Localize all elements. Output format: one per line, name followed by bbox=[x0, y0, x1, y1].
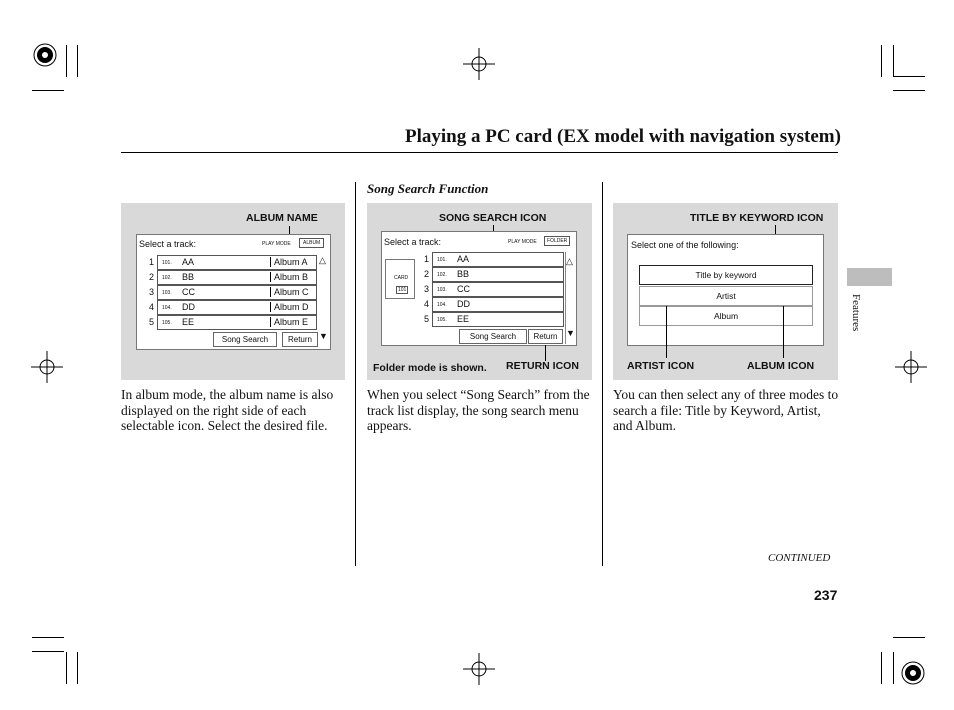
title-rule bbox=[121, 152, 838, 153]
body-text-col2: When you select “Song Search” from the track list display, the song search menu appears. bbox=[367, 387, 590, 433]
scroll-down-icon[interactable]: ▼ bbox=[319, 331, 328, 341]
folder-mode-screen bbox=[381, 231, 577, 346]
card-label: CARD bbox=[394, 275, 409, 281]
screen-prompt: Select a track: bbox=[139, 239, 197, 249]
track-code: 103. bbox=[162, 290, 172, 296]
callout-return-icon: RETURN ICON bbox=[506, 360, 579, 372]
track-name: EE bbox=[457, 314, 470, 324]
track-name: DD bbox=[182, 302, 195, 312]
track-index: 3 bbox=[424, 284, 430, 294]
crop-mark bbox=[893, 76, 925, 77]
track-row[interactable] bbox=[432, 252, 564, 267]
track-index: 1 bbox=[149, 257, 155, 267]
track-code: 102. bbox=[437, 272, 447, 278]
album-name: Album A bbox=[270, 257, 308, 267]
section-tab bbox=[847, 268, 892, 286]
search-mode-panel bbox=[613, 203, 838, 380]
track-name: DD bbox=[457, 299, 470, 309]
crop-mark bbox=[881, 652, 882, 684]
scroll-up-icon[interactable]: △ bbox=[319, 255, 326, 265]
track-row[interactable] bbox=[432, 297, 564, 312]
callout-line bbox=[666, 306, 667, 358]
callout-line bbox=[783, 306, 784, 358]
callout-line bbox=[545, 345, 546, 361]
column-divider bbox=[602, 182, 603, 566]
scroll-up-icon[interactable]: △ bbox=[566, 256, 573, 266]
crop-mark bbox=[32, 651, 64, 652]
track-code: 102. bbox=[162, 275, 172, 281]
return-button[interactable]: Return bbox=[528, 329, 563, 344]
album-name: Album B bbox=[270, 272, 308, 282]
track-code: 105. bbox=[162, 320, 172, 326]
track-index: 5 bbox=[149, 317, 155, 327]
callout-folder-mode: Folder mode is shown. bbox=[373, 362, 487, 374]
scroll-down-icon[interactable]: ▼ bbox=[566, 328, 575, 338]
track-name: BB bbox=[182, 272, 195, 282]
crop-mark bbox=[893, 90, 925, 91]
screen-prompt: Select a track: bbox=[384, 237, 442, 247]
card-folder-icon[interactable] bbox=[385, 259, 415, 299]
crop-mark bbox=[32, 637, 64, 638]
song-search-button[interactable]: Song Search bbox=[213, 332, 277, 347]
section-heading: Song Search Function bbox=[367, 181, 489, 196]
track-row[interactable] bbox=[157, 285, 317, 300]
crop-mark bbox=[66, 652, 67, 684]
track-name: AA bbox=[182, 257, 195, 267]
callout-album-name: ALBUM NAME bbox=[246, 212, 318, 224]
track-code: 105. bbox=[437, 317, 447, 323]
album-option[interactable]: Album bbox=[639, 306, 813, 326]
track-index: 2 bbox=[149, 272, 155, 282]
folder-number: 101 bbox=[398, 287, 407, 293]
crop-mark bbox=[881, 45, 882, 77]
song-search-button[interactable]: Song Search bbox=[459, 329, 527, 344]
body-text-col3: You can then select any of three modes to search a file: Title by Keyword, Artist, and Album. bbox=[613, 387, 839, 433]
track-index: 5 bbox=[424, 314, 430, 324]
track-name: CC bbox=[457, 284, 470, 294]
album-name: Album E bbox=[270, 317, 308, 327]
track-index: 2 bbox=[424, 269, 430, 279]
track-name: CC bbox=[182, 287, 195, 297]
artist-option[interactable]: Artist bbox=[639, 286, 813, 306]
callout-artist-icon: ARTIST ICON bbox=[627, 360, 695, 372]
album-name: Album D bbox=[270, 302, 309, 312]
track-code: 104. bbox=[437, 302, 447, 308]
callout-title-by-keyword-icon: TITLE BY KEYWORD ICON bbox=[690, 212, 824, 224]
page-title: Playing a PC card (EX model with navigation system) bbox=[405, 126, 841, 147]
crop-mark bbox=[77, 45, 78, 77]
track-code: 101. bbox=[162, 260, 172, 266]
track-row[interactable] bbox=[432, 312, 564, 327]
track-name: AA bbox=[457, 254, 470, 264]
track-index: 1 bbox=[424, 254, 430, 264]
track-row[interactable] bbox=[432, 267, 564, 282]
mode-indicator[interactable]: FOLDER bbox=[544, 236, 570, 246]
track-code: 104. bbox=[162, 305, 172, 311]
crop-mark bbox=[893, 45, 894, 77]
track-name: BB bbox=[457, 269, 470, 279]
screen-prompt: Select one of the following: bbox=[631, 240, 739, 250]
album-name: Album C bbox=[270, 287, 309, 297]
track-list-screen bbox=[136, 234, 331, 350]
play-mode-label: PLAY MODE bbox=[262, 241, 291, 247]
track-index: 4 bbox=[424, 299, 430, 309]
section-tab-label: Features bbox=[850, 294, 862, 332]
crop-mark bbox=[893, 652, 894, 684]
track-index: 4 bbox=[149, 302, 155, 312]
title-by-keyword-option[interactable]: Title by keyword bbox=[639, 265, 813, 285]
body-text-col1: In album mode, the album name is also displayed on the right side of each selectable icon. Select the desired file. bbox=[121, 387, 334, 433]
column-divider bbox=[355, 182, 356, 566]
crop-mark bbox=[32, 90, 64, 91]
track-row[interactable] bbox=[157, 270, 317, 285]
album-mode-panel bbox=[121, 203, 345, 380]
search-mode-screen bbox=[627, 234, 824, 346]
crop-mark bbox=[893, 637, 925, 638]
track-index: 3 bbox=[149, 287, 155, 297]
return-button[interactable]: Return bbox=[282, 332, 318, 347]
track-row[interactable] bbox=[157, 255, 317, 270]
crop-mark bbox=[77, 652, 78, 684]
track-code: 101. bbox=[437, 257, 447, 263]
track-row[interactable] bbox=[432, 282, 564, 297]
track-row[interactable] bbox=[157, 300, 317, 315]
callout-song-search-icon: SONG SEARCH ICON bbox=[439, 212, 547, 224]
song-search-panel bbox=[367, 203, 592, 380]
track-name: EE bbox=[182, 317, 195, 327]
play-mode-label: PLAY MODE bbox=[508, 239, 537, 245]
track-row[interactable] bbox=[157, 315, 317, 330]
crop-mark bbox=[66, 45, 67, 77]
track-code: 103. bbox=[437, 287, 447, 293]
mode-indicator[interactable]: ALBUM bbox=[299, 238, 324, 248]
continued-label: CONTINUED bbox=[768, 552, 831, 564]
page-number: 237 bbox=[814, 587, 838, 603]
callout-album-icon: ALBUM ICON bbox=[747, 360, 815, 372]
